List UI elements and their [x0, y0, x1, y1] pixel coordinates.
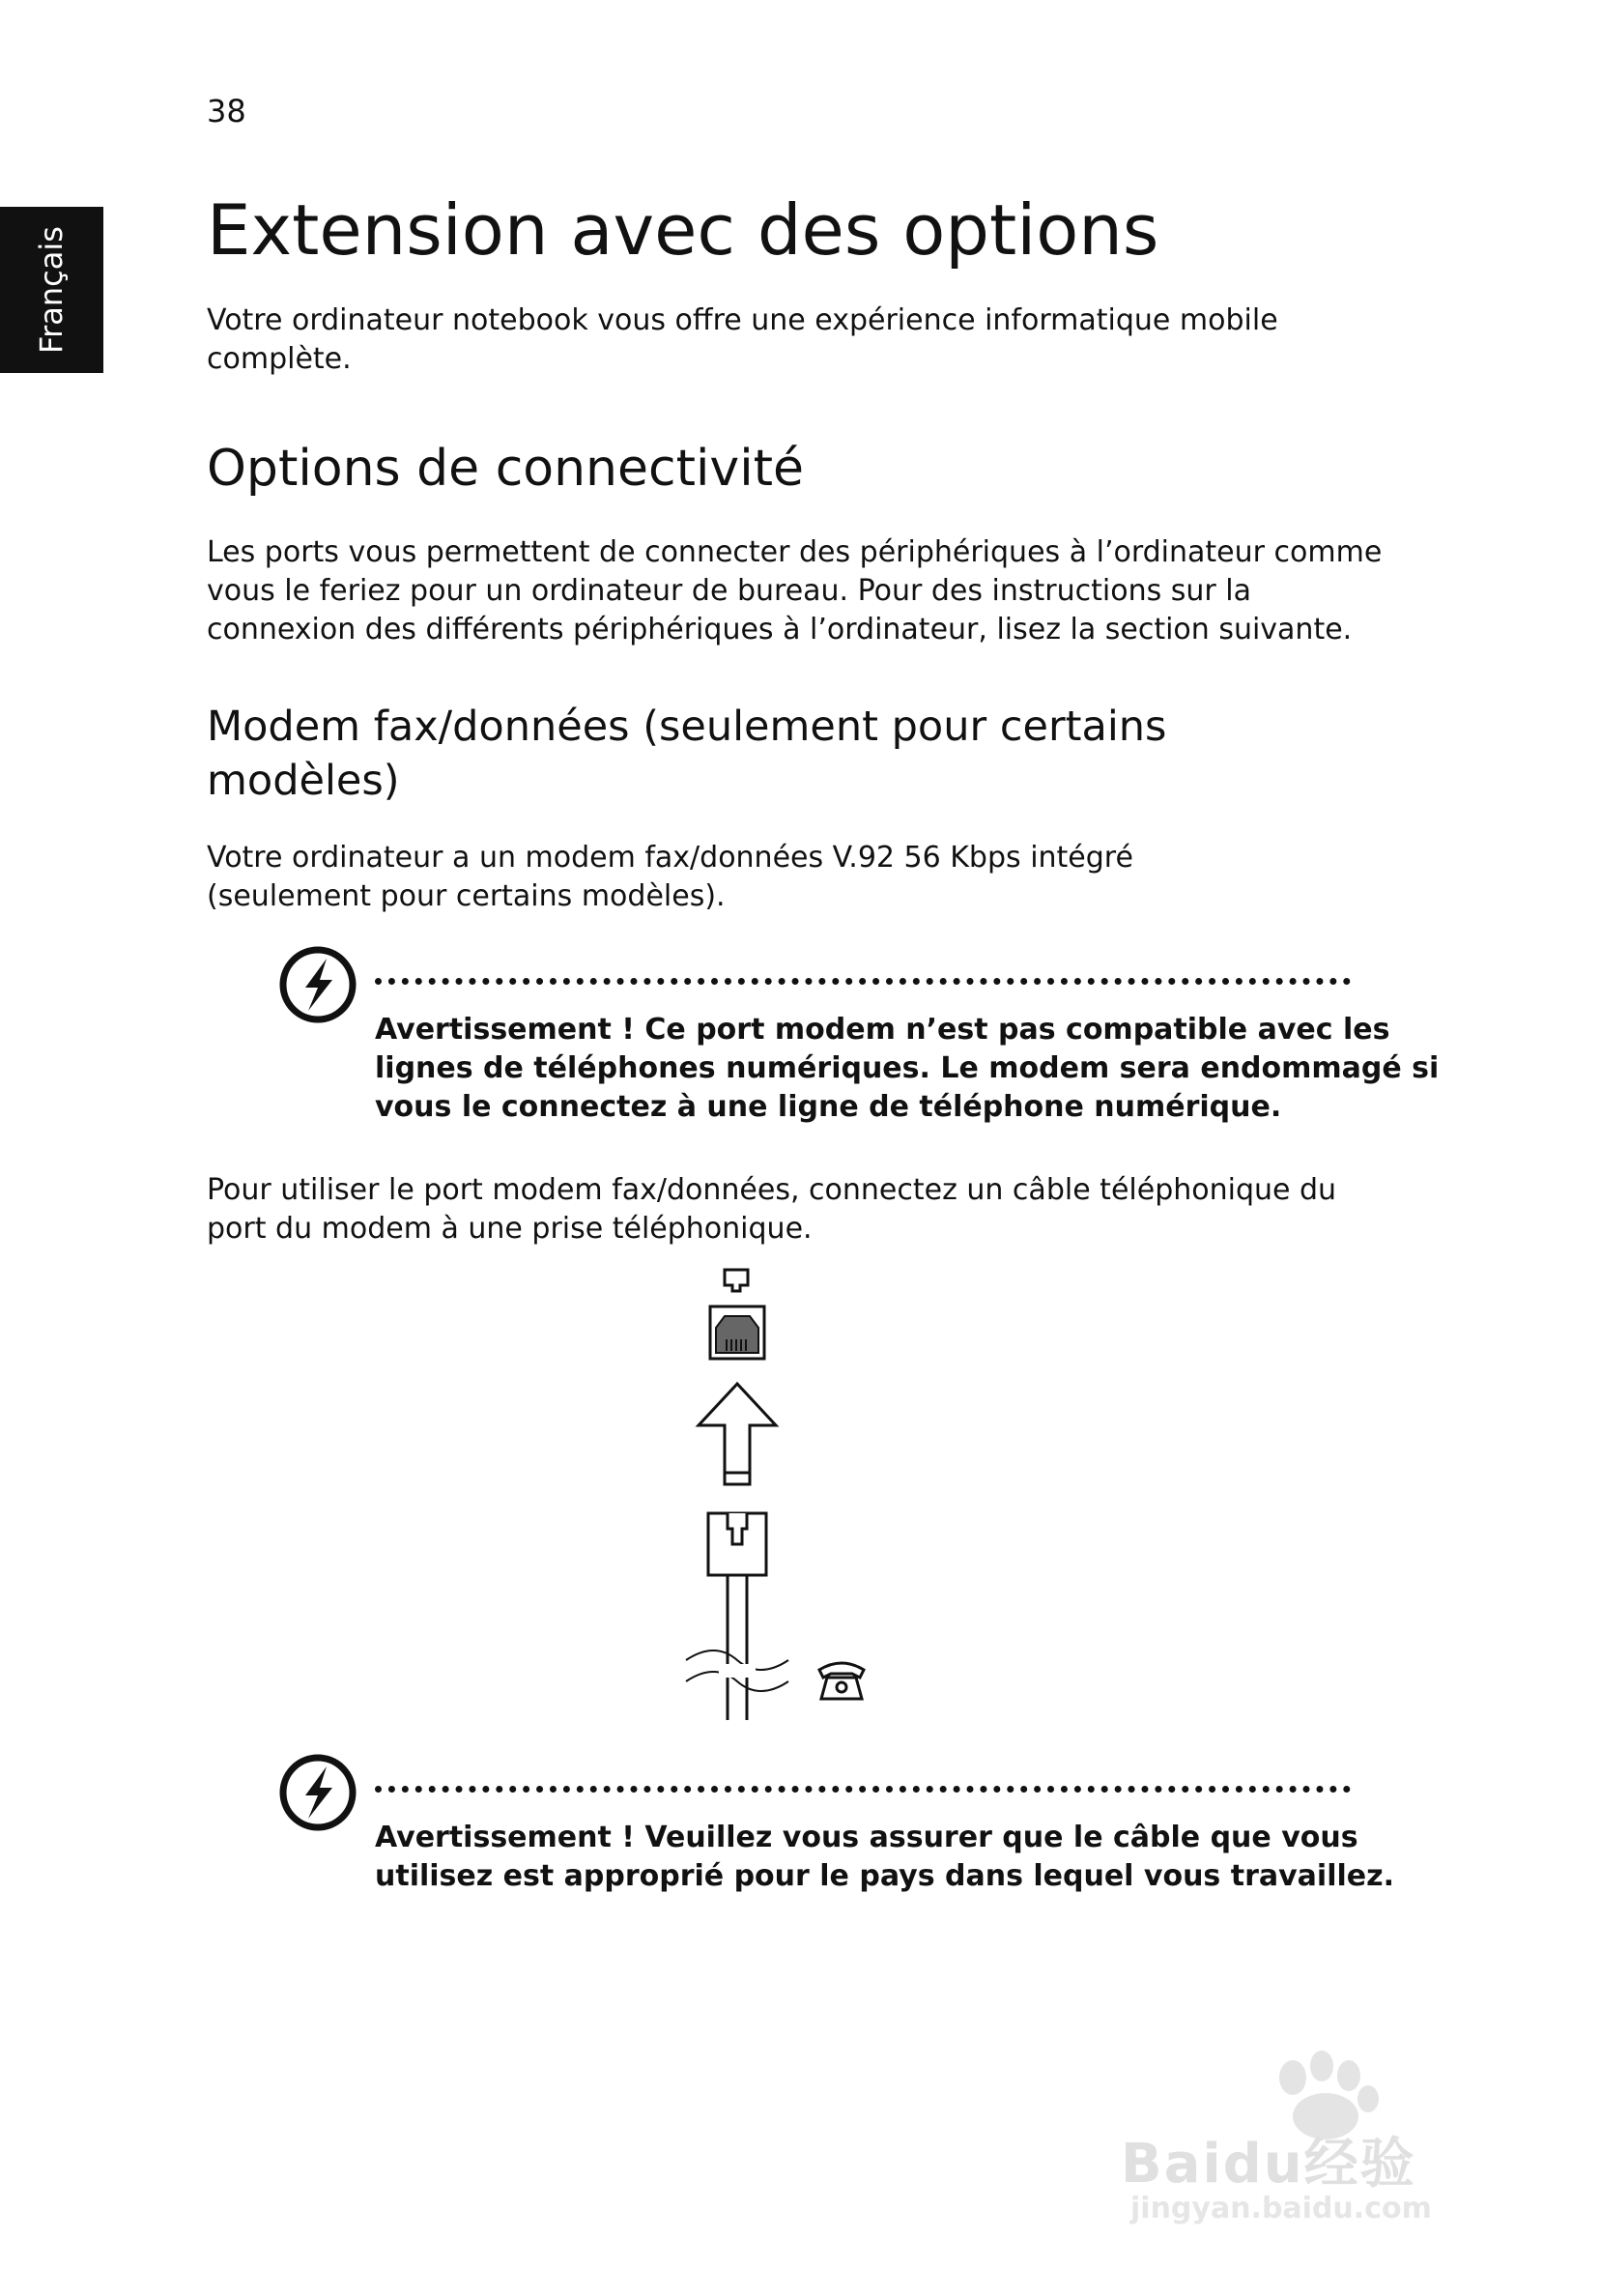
warning-divider [375, 978, 1351, 985]
arrow-up-icon [699, 1384, 776, 1484]
section-heading: Options de connectivité [207, 440, 805, 498]
watermark-url: jingyan.baidu.com [1130, 2192, 1432, 2225]
language-tab-label: Français [33, 226, 70, 354]
rj11-jack-icon [710, 1306, 764, 1359]
page-title: Extension avec des options [207, 189, 1159, 271]
warning-icon [276, 1751, 359, 1834]
page-number: 38 [207, 93, 246, 129]
warning-icon [276, 943, 359, 1026]
warning-divider [375, 1786, 1351, 1793]
intro-paragraph: Votre ordinateur notebook vous offre une expérience informatique mobile complète. [207, 303, 1278, 376]
modem-connection-diagram [657, 1256, 908, 1720]
cable-break-mark [686, 1650, 788, 1691]
subsection-heading: Modem fax/données (seulement pour certains modèles) [207, 703, 1167, 805]
watermark-text: Baidu经验 [1121, 2133, 1416, 2196]
usage-paragraph: Pour utiliser le port modem fax/données, connectez un câble téléphonique du port du modem à une prise téléphonique. [207, 1173, 1337, 1246]
warning-text: Avertissement ! Ce port modem n’est pas compatible avec les lignes de téléphones numériques. Le modem sera endommagé si vous le connectez à une ligne de téléphone numérique. [375, 1013, 1440, 1124]
warning-text: Avertissement ! Veuillez vous assurer que le câble que vous utilisez est approprié pour le pays dans lequel vous travaillez. [375, 1821, 1394, 1893]
section-paragraph: Les ports vous permettent de connecter des périphériques à l’ordinateur comme vous le feriez pour un ordinateur de bureau. Pour des instructions sur la connexion des différents périphériques à l’ordinateur, lisez la section suivante. [207, 535, 1383, 646]
subsection-paragraph: Votre ordinateur a un modem fax/données V.92 56 Kbps intégré (seulement pour certains modèles). [207, 841, 1133, 913]
telephone-icon [819, 1663, 864, 1699]
modem-port-icon [725, 1270, 748, 1291]
rj11-plug-icon [708, 1513, 766, 1720]
language-tab [0, 207, 103, 373]
